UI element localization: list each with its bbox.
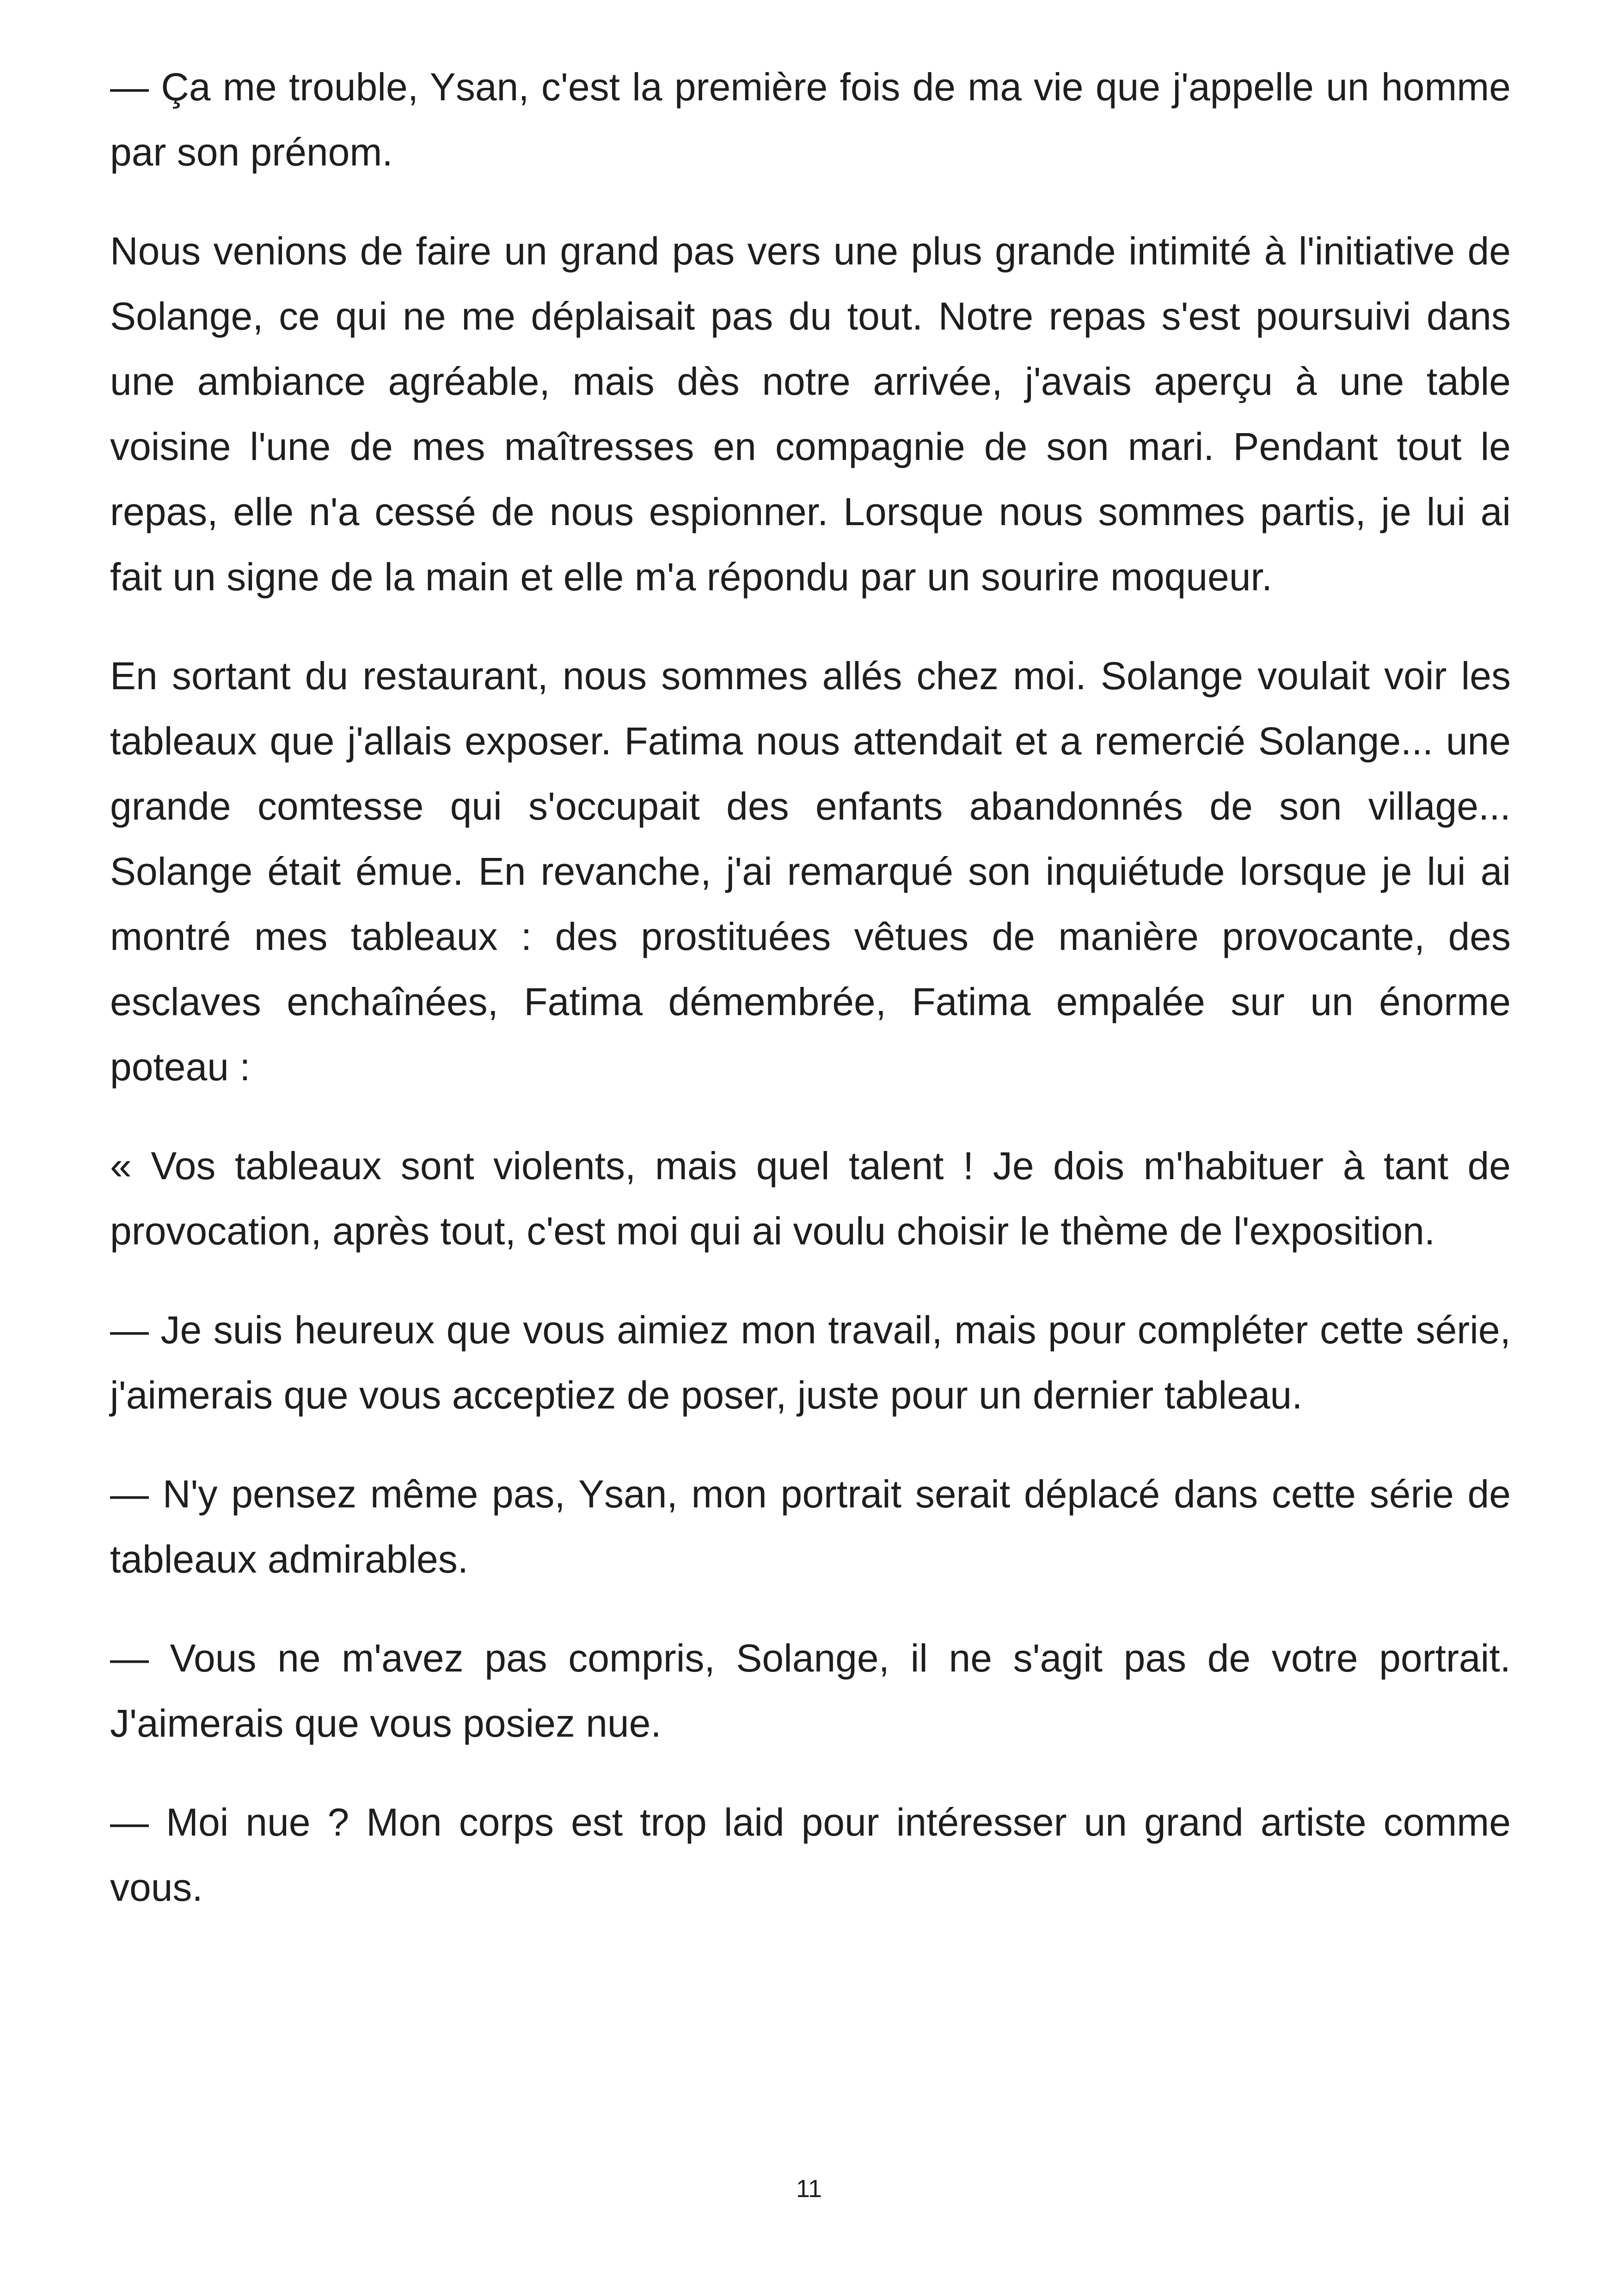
body-text — [110, 55, 1511, 1954]
paragraph: Nous venions de faire un grand pas vers une plus grande intimité à l'initiative de Solange, ce qui ne me déplaisait pas du tout. Notre repas s'est poursuivi dans une ambiance agréable, mais dès notre arrivée, j'avais aperçu à une table voisine l'une de mes maîtresses en compagnie de son mari. Pendant tout le repas, elle n'a cessé de nous espionner. Lorsque nous sommes partis, je lui ai fait un signe de la main et elle m'a répondu par un sourire moqueur. — [110, 229, 1511, 599]
paragraph: — Je suis heureux que vous aimiez mon travail, mais pour compléter cette série, j'aimerais que vous acceptiez de poser, juste pour un dernier tableau. — [110, 1308, 1511, 1417]
paragraph: — Ça me trouble, Ysan, c'est la première fois de ma vie que j'appelle un homme par son prénom. — [110, 65, 1511, 174]
page-number: 11 — [796, 2175, 822, 2203]
paragraph: « Vos tableaux sont violents, mais quel talent ! Je dois m'habituer à tant de provocation, après tout, c'est moi qui ai voulu choisir le thème de l'exposition. — [110, 1144, 1511, 1253]
paragraph: En sortant du restaurant, nous sommes allés chez moi. Solange voulait voir les tableaux que j'allais exposer. Fatima nous attendait et a remercié Solange... une grande comtesse qui s'occupait des enfants abandonnés de son village... Solange était émue. En revanche, j'ai remarqué son inquiétude lorsque je lui ai montré mes tableaux : des prostituées vêtues de manière provocante, des esclaves enchaînées, Fatima démembrée, Fatima empalée sur un énorme poteau : — [110, 654, 1511, 1089]
paragraph: — Vous ne m'avez pas compris, Solange, il ne s'agit pas de votre portrait. J'aimerais que vous posiez nue. — [110, 1636, 1511, 1745]
paragraph: — N'y pensez même pas, Ysan, mon portrait serait déplacé dans cette série de tableaux admirables. — [110, 1472, 1511, 1581]
paragraph: — Moi nue ? Mon corps est trop laid pour intéresser un grand artiste comme vous. — [110, 1800, 1511, 1909]
